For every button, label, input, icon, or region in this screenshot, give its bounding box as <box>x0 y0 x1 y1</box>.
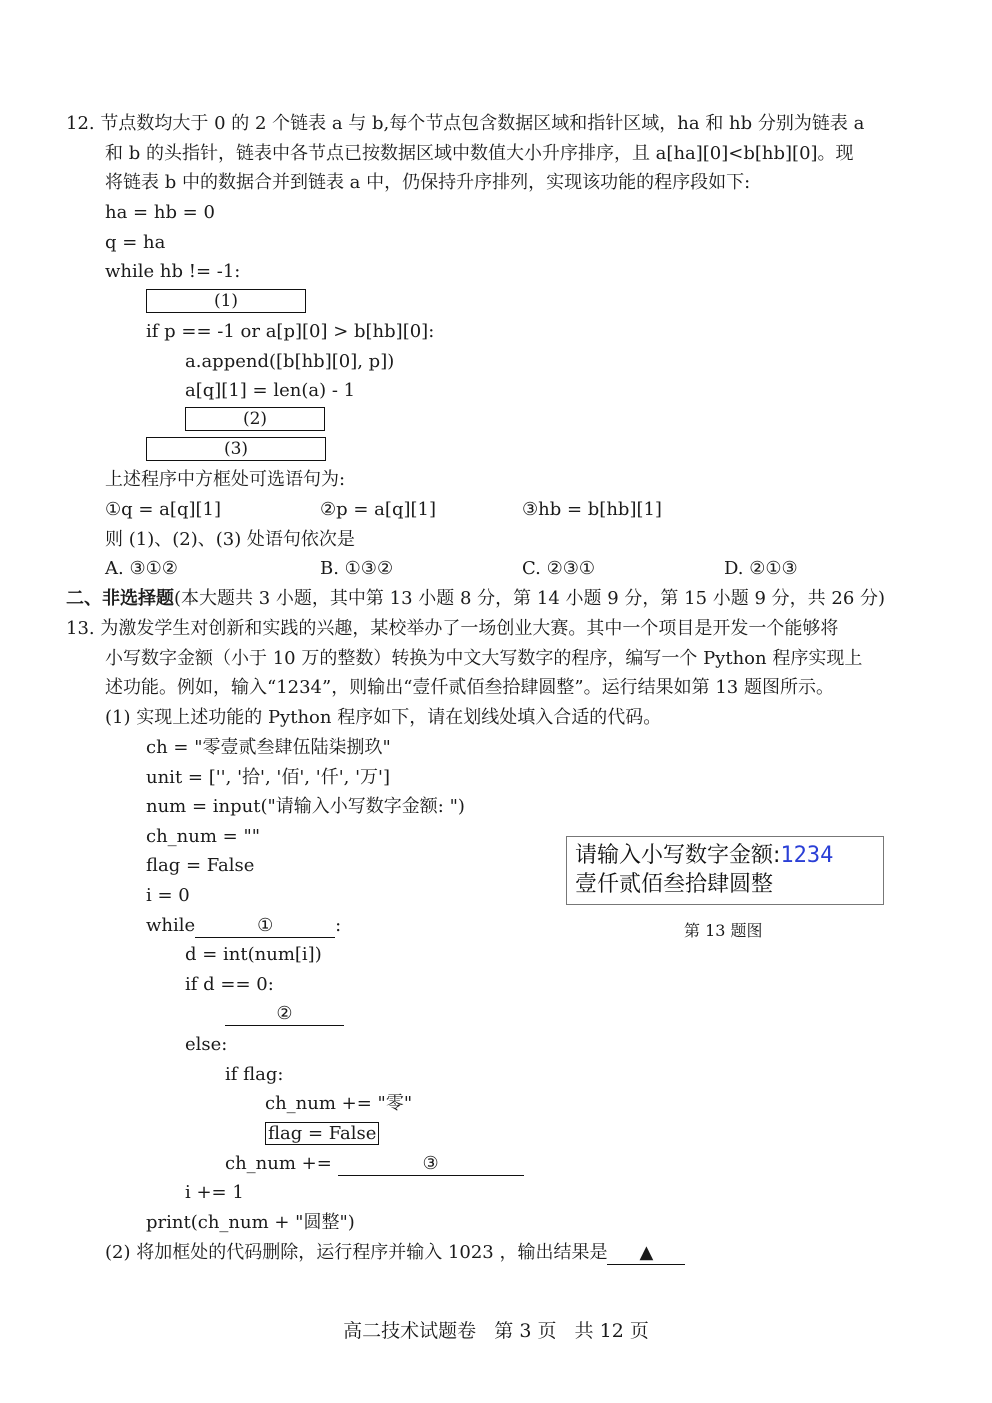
q13-code-5: flag = False <box>146 855 255 876</box>
q13-line1: 13. 为激发学生对创新和实践的兴趣，某校举办了一场创业大赛。其中一个项目是开发一个能够将 <box>66 618 839 639</box>
q12-option-3: ③hb = b[hb][1] <box>522 499 662 520</box>
q12-choice-b: B. ①③② <box>320 558 394 579</box>
q12-line3: 将链表 b 中的数据合并到链表 a 中，仍保持升序排列，实现该功能的程序段如下: <box>105 172 751 193</box>
q12-code-4: if p == -1 or a[p][0] > b[hb][0]: <box>146 321 435 342</box>
program-output-figure <box>566 836 884 905</box>
q12-line2: 和 b 的头指针，链表中各节点已按数据区域中数值大小升序排序，且 a[ha][0]<b[hb][0]。现 <box>105 143 854 164</box>
q12-option-1: ①q = a[q][1] <box>105 499 221 520</box>
q13-code-13-boxed <box>265 1122 379 1146</box>
screen-output: 壹仟贰佰叁拾肆圆整 <box>575 872 774 897</box>
q13-code-11: if flag: <box>225 1064 284 1085</box>
q12-choice-c: C. ②③① <box>522 558 595 579</box>
q12-choice-d: D. ②①③ <box>724 558 798 579</box>
answer-blank[interactable]: ▲ <box>607 1242 685 1265</box>
q13-code-16: print(ch_num + "圆整") <box>146 1212 355 1233</box>
sub2-text: (2) 将加框处的代码删除，运行程序并输入 1023 ，输出结果是 <box>105 1242 608 1263</box>
blank-2[interactable]: ② <box>225 1003 344 1026</box>
q13-code-blank2 <box>225 1002 344 1026</box>
screen-input-value: 1234 <box>780 843 834 868</box>
q13-sub1: (1) 实现上述功能的 Python 程序如下，请在划线处填入合适的代码。 <box>105 707 662 728</box>
q13-code-7 <box>146 914 341 938</box>
q13-code-12: ch_num += "零" <box>265 1093 413 1114</box>
q12-code-1: ha = hb = 0 <box>105 202 215 223</box>
q13-code-9: if d == 0: <box>185 974 274 995</box>
q13-code-14 <box>225 1152 524 1176</box>
section2-heading <box>66 587 885 611</box>
q12-then: 则 (1)、(2)、(3) 处语句依次是 <box>105 529 355 550</box>
q12-code-3: while hb != -1: <box>105 261 241 282</box>
screen-line-1 <box>575 841 875 870</box>
while-keyword: while <box>146 915 196 936</box>
figure-caption: 第 13 题图 <box>684 921 763 940</box>
blank-1[interactable]: ① <box>195 915 335 938</box>
q13-code-6: i = 0 <box>146 885 190 906</box>
q13-line3: 述功能。例如，输入“1234”，则输出“壹仟贰佰叁拾肆圆整”。运行结果如第 13 题图所示。 <box>105 677 834 698</box>
blank-3[interactable]: ③ <box>338 1153 524 1176</box>
q12-line1: 12. 节点数均大于 0 的 2 个链表 a 与 b,每个节点包含数据区域和指针区域，ha 和 hb 分别为链表 a <box>66 113 865 134</box>
q13-code-10: else: <box>185 1034 228 1055</box>
q12-box-2: (2) <box>185 407 325 431</box>
q13-code-4: ch_num = "" <box>146 826 261 847</box>
q12-box-1: (1) <box>146 289 306 313</box>
section2-title: 二、非选择题 <box>66 588 174 609</box>
colon: : <box>335 915 342 936</box>
screen-prompt: 请输入小写数字金额: <box>575 843 781 868</box>
q12-code-2: q = ha <box>105 232 166 253</box>
flag-reset-box: flag = False <box>265 1122 379 1145</box>
q13-sub2 <box>105 1241 685 1265</box>
q13-line2: 小写数字金额（小于 10 万的整数）转换为中文大写数字的程序，编写一个 Python 程序实现上 <box>105 648 863 669</box>
q13-code-1: ch = "零壹贰叁肆伍陆柒捌玖" <box>146 737 391 758</box>
ch-num-append: ch_num += <box>225 1153 332 1174</box>
q12-code-5: a.append([b[hb][0], p]) <box>185 351 395 372</box>
q12-prompt: 上述程序中方框处可选语句为: <box>105 469 346 490</box>
page-footer: 高二技术试题卷 第 3 页 共 12 页 <box>343 1320 649 1342</box>
q13-code-3: num = input("请输入小写数字金额: ") <box>146 796 465 817</box>
q13-code-2: unit = ['', '拾', '佰', '仟', '万'] <box>146 767 391 788</box>
q13-code-8: d = int(num[i]) <box>185 944 322 965</box>
q12-code-6: a[q][1] = len(a) - 1 <box>185 380 356 401</box>
section2-desc: (本大题共 3 小题，其中第 13 小题 8 分，第 14 小题 9 分，第 15 小题 9 分，共 26 分) <box>174 588 886 609</box>
q13-code-15: i += 1 <box>185 1182 244 1203</box>
q12-choice-a: A. ③①② <box>105 558 178 579</box>
q12-box-3: (3) <box>146 437 326 461</box>
q12-option-2: ②p = a[q][1] <box>320 499 436 520</box>
